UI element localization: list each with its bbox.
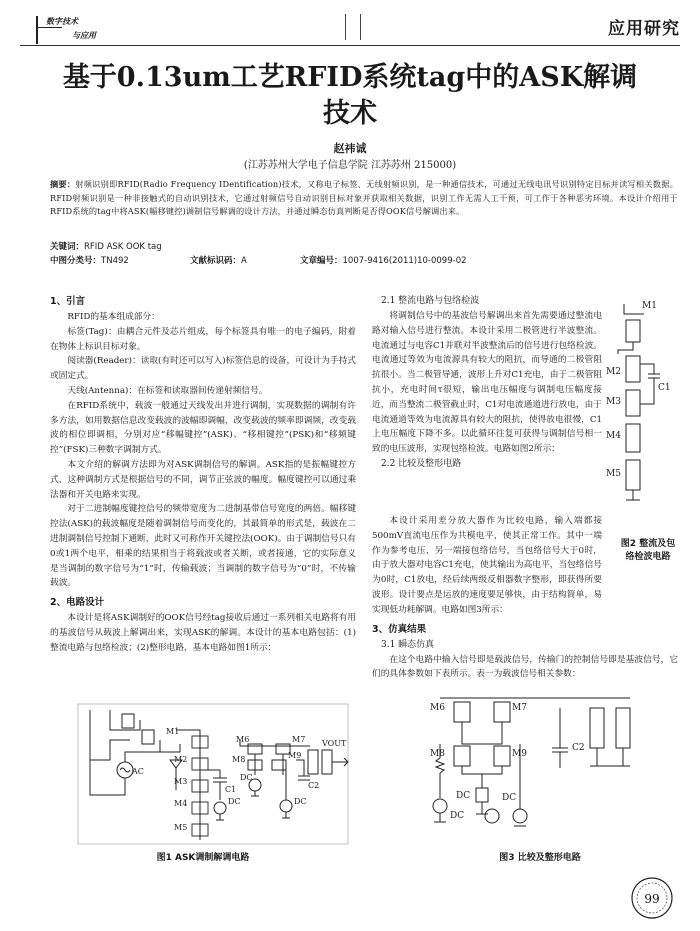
clc-label: 中图分类号：	[50, 256, 102, 266]
fig2-label: M2	[606, 367, 621, 377]
paragraph: RFID的基本组成部分：	[67, 312, 160, 322]
abstract-text: 射频识别即RFID(Radio Frequency IDentification)技术，又称电子标签、无线射频识别，是一种通信技术，可通过无线电讯号识别特定目标并读写相关数据。RFID射频识别是一种非接触式的自动识别技术，它通过射频信号自动识别目标对象并获取相关数据，识别工作无需人工干预，可工作于各种恶劣环境。本设计介绍用于RFID系统的tag中将ASK(幅移键控)调制信号解调的设计方法，并通过瞬态仿真判断是否得OOK信号解调出来。	[50, 179, 678, 217]
fig3-label: DC	[450, 811, 465, 821]
fig1-label: M8	[232, 755, 246, 764]
paragraph: 在RFID系统中，载波一般通过天线发出并进行调制，实现数据的调制有许多方法，如用数据信息改变载波的波幅即调幅，改变载波的频率即调频，改变载波的相位即调相，分别对应“移幅键控”(ASK)、“移相键控”(PSK)和“移频键控”(FSK)三种数字调制方式。	[50, 400, 356, 456]
doc-code-value: A	[241, 256, 247, 266]
right-column-upper	[372, 294, 602, 472]
figure-2-caption-line2: 络检波电路	[625, 552, 671, 562]
dc-source-icon	[214, 802, 226, 814]
figure-2-caption-line1: 图2 整流及包	[620, 539, 676, 549]
fig1-label: M9	[288, 751, 302, 760]
fig1-label: M1	[166, 727, 180, 736]
fig3-label: C2	[572, 743, 585, 753]
fig3-label: DC	[456, 791, 471, 801]
fig1-label: C2	[308, 781, 320, 790]
section-1-title: 1、引言	[50, 296, 86, 307]
page-number: 99	[644, 892, 660, 906]
fig3-label: M7	[512, 703, 527, 713]
doc-code	[190, 254, 247, 266]
fig1-label: DC	[240, 773, 253, 782]
journal-name-line2: 与应用	[72, 30, 96, 40]
fig1-label: C1	[225, 785, 237, 794]
fig1-label: M4	[174, 799, 188, 808]
fig3-label: M6	[430, 703, 445, 713]
paragraph: 在这个电路中输入信号即是载波信号，传输门的控制信号即是基波信号，它们的具体参数如下表所示。表一为载波信号相关参数：	[372, 654, 678, 680]
fig1-label: M7	[292, 735, 306, 744]
section-3-title: 3、仿真结果	[372, 623, 427, 635]
doc-code-label: 文献标识码：	[190, 256, 242, 266]
affiliation: (江苏苏州大学电子信息学院 江苏苏州 215000)	[243, 160, 457, 171]
fig1-label: VOUT	[322, 739, 347, 748]
fig2-label: M5	[606, 469, 621, 479]
keywords-value: RFID ASK OOK tag	[84, 242, 162, 252]
fig1-label: DC	[228, 797, 241, 806]
journal-name-line1: 数字技术	[46, 16, 78, 26]
figure-2-caption	[610, 538, 686, 564]
paragraph: 本文介绍的解调方法即为对ASK调制信号的解调。ASK指的是振幅键控方式，这种调制方式是根据信号的不同，调节正弦波的幅度。幅度键控可以通过乘法器和开关电路来实现。	[50, 459, 356, 500]
fig1-label: M6	[236, 735, 250, 744]
article-no-value: 1007-9416(2011)10-0099-02	[342, 256, 467, 266]
paragraph: 阅读器(Reader)：读取(有时还可以写入)标签信息的设备，可设计为手持式或固定式。	[50, 356, 356, 382]
fig1-label: M3	[174, 777, 188, 786]
fig1-label: DC	[294, 797, 307, 806]
fig3-label: M8	[430, 749, 445, 759]
dc-source-icon	[513, 809, 527, 823]
left-column	[50, 294, 356, 656]
fig1-label: AC	[132, 767, 144, 776]
abstract-label: 摘要：	[50, 179, 76, 189]
figure-1-circuit	[50, 700, 360, 850]
author: 赵祎诚	[333, 142, 367, 155]
figure-2-circuit	[604, 294, 680, 530]
section-2-title: 2、电路设计	[50, 597, 105, 609]
fig3-label: M9	[512, 749, 527, 759]
fig1-label: M5	[174, 823, 188, 832]
subsection-3-1-title: 3.1 瞬态仿真	[381, 639, 435, 650]
subsection-2-2-title: 2.2 比较及整形电路	[381, 458, 462, 469]
figure-3-caption: 图3 比较及整形电路	[499, 853, 581, 863]
fig2-label: M1	[642, 301, 657, 311]
header-divider	[345, 14, 361, 40]
fig3-label: DC	[502, 793, 517, 803]
paragraph: 本设计采用差分放大器作为比较电路，输入端都接500mV直流电压作为共模电平，使其正常工作。其中一端作为参考电压，另一端接包络信号，当包络信号大于0时，由于放大器对电容C1充电，使其输出为高电平，当包络信号为0时，C1放电，经后续两级反相器数字整形，即获得所要波形。设计要点是运放的速度要足够快，由于结构简单，易实现低功耗解调。电路如图3所示：	[372, 516, 602, 615]
subsection-2-1-title: 2.1 整流电路与包络检波	[381, 296, 480, 306]
paragraph: 标签(Tag)：由耦合元件及芯片组成，每个标签具有唯一的电子编码，附着在物体上标识目标对象。	[50, 326, 356, 352]
journal-logo-rule	[36, 27, 62, 28]
header-rule	[20, 45, 680, 46]
fig2-label: C1	[658, 383, 671, 393]
section-label: 应用研究	[608, 19, 680, 39]
paper-title-line2: 技术	[323, 98, 377, 129]
paragraph: 将调制信号中的基波信号解调出来首先需要通过整流电路对输入信号进行整流。本设计采用二极管进行半波整流。电流通过与电容C1并联对半波整流后的信号进行包络检波。电流通过等效为电流源具有较大的阻抗，而导通的二极管阻抗很小。当二极管导通，波形上升对C1充电，由于二极管阻抗小，充电时间τ很短，输出电压幅度与调制电压幅度接近，而当整流二极管截止时，C1对电流通道进行放电，由于电流通道等效为电流源具有较大的阻抗，使得放电很慢，C1上电压幅度下降不多。以此循环往复可获得与调制信号相一致的电压波形，实现包络检波。电路如图2所示：	[372, 311, 602, 455]
fig1-label: M2	[174, 755, 188, 764]
figure-3-circuit	[420, 688, 660, 838]
paragraph: 本设计是将ASK调制好的OOK信号经tag接收后通过一系列相关电路将有用的基波信号从载波上解调出来，实现ASK的解调。本设计的基本电路包括：(1)整流电路与包络检波；(2)整形电路，基本电路如图1所示：	[50, 613, 356, 653]
keywords-label: 关键词：	[50, 242, 85, 252]
dc-source-icon	[433, 799, 447, 813]
paper-title-line1: 基于0.13um工艺RFID系统tag中的ASK解调	[62, 62, 638, 93]
page-number-seal-icon	[630, 876, 674, 920]
clc-value: TN492	[101, 256, 129, 266]
article-number	[300, 254, 467, 266]
fig2-label: M3	[606, 397, 621, 407]
dc-source-icon	[280, 800, 292, 812]
figure-1-caption: 图1 ASK调制解调电路	[156, 853, 250, 863]
classification-line	[50, 254, 129, 266]
fig2-label: M4	[606, 431, 621, 441]
dc-source-icon	[485, 809, 499, 823]
abstract	[50, 178, 678, 219]
paragraph: 天线(Antenna)：在标签和读取器间传递射频信号。	[67, 385, 268, 396]
keywords	[50, 240, 162, 252]
paragraph: 对于二进制幅度键控信号的频带宽度为二进制基带信号宽度的两倍。幅移键控法(ASK)的载波幅度是随着调制信号而变化的，其最简单的形式是，载波在二进制调制信号控制下通断，此时又可称作开关键控法(OOK)。由于调制信号只有0或1两个电平，相乘的结果相当于将载波或者关断，或者接通，它的实际意义是当调制的数字信号为“1”时，传输载波；当调制的数字信号为“0”时，不传输载波。	[50, 504, 356, 589]
article-no-label: 文章编号：	[300, 256, 343, 266]
